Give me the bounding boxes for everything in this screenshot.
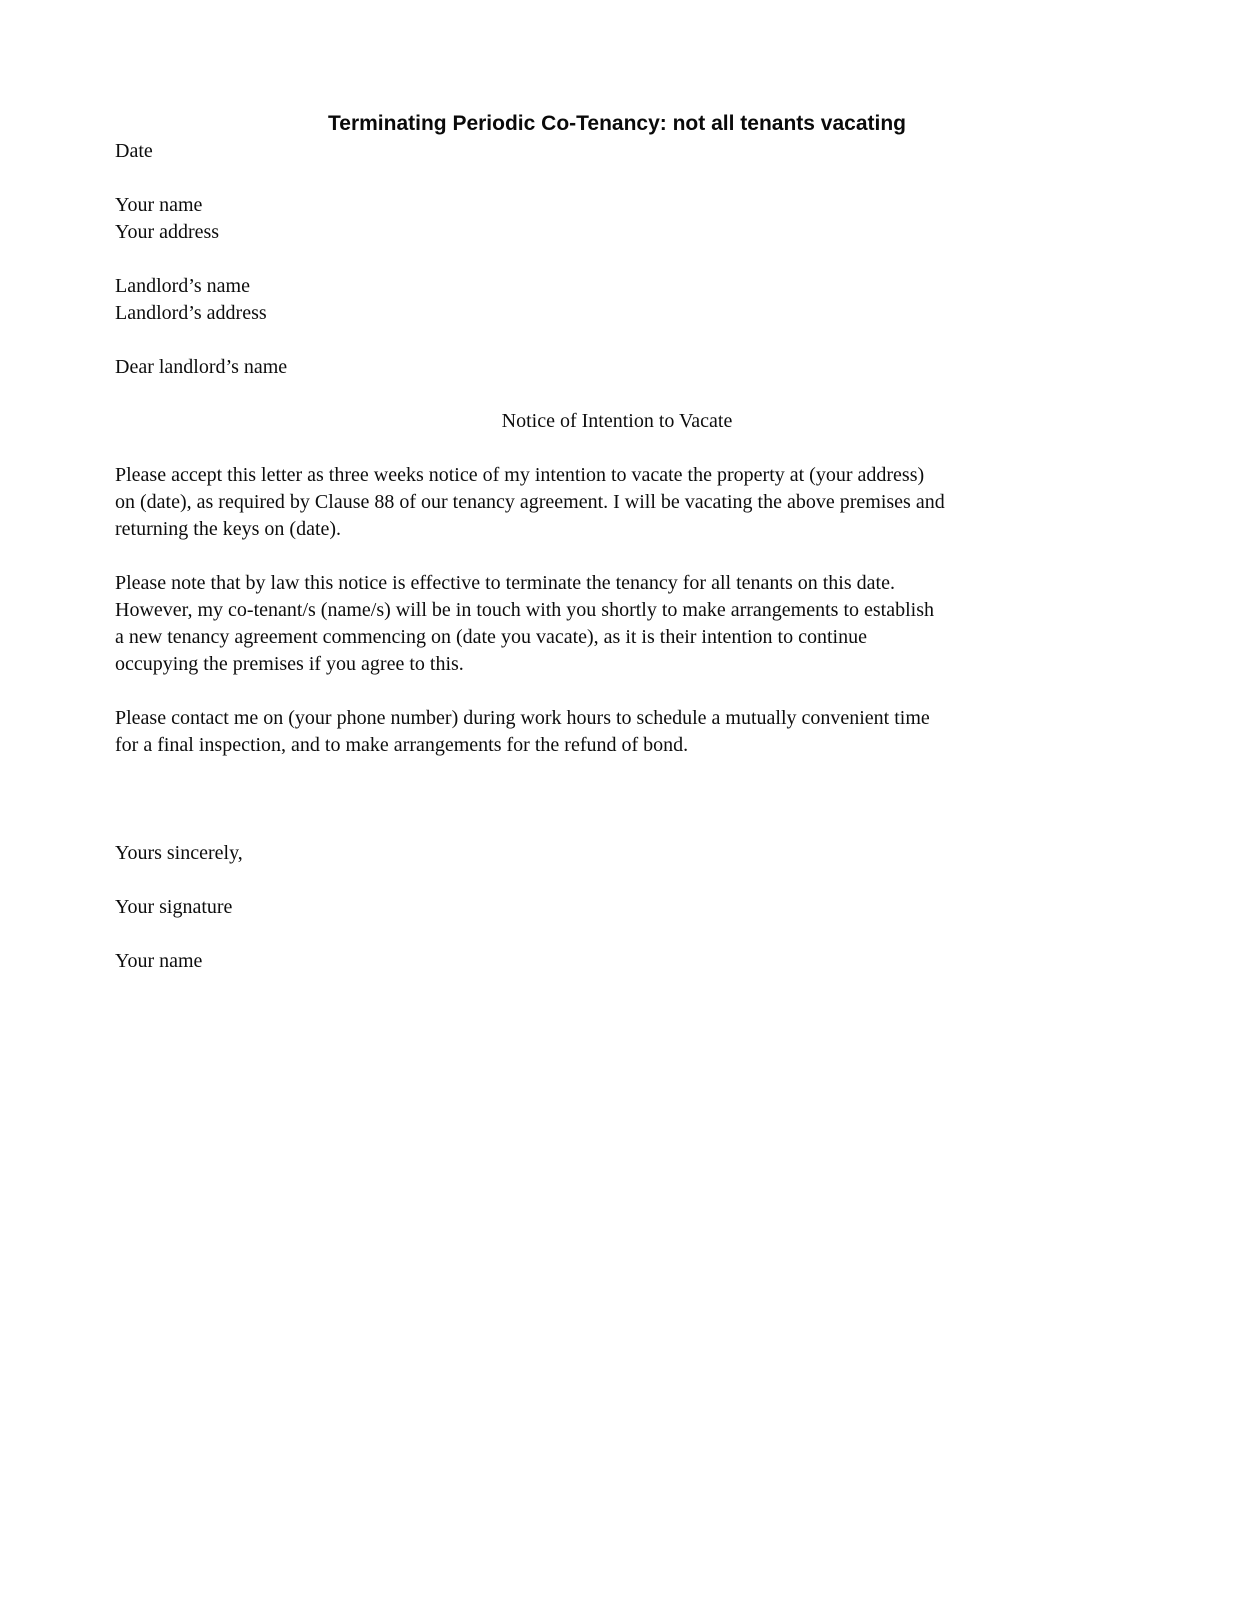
text-line: However, my co-tenant/s (name/s) will be in touch with you shortly to make arrangements to establish xyxy=(115,599,935,621)
closing: Yours sincerely, xyxy=(115,842,243,864)
date-line: Date xyxy=(115,140,153,162)
text-line: Please note that by law this notice is effective to terminate the tenancy for all tenants on this date. xyxy=(115,572,895,594)
document-title: Terminating Periodic Co-Tenancy: not all tenants vacating xyxy=(328,112,906,135)
paragraph-2 xyxy=(115,570,1119,678)
signoff-name: Your name xyxy=(115,950,203,972)
text-line: a new tenancy agreement commencing on (date you vacate), as it is their intention to continue xyxy=(115,626,867,648)
sender-address-block xyxy=(115,192,1119,246)
paragraph-3 xyxy=(115,705,1119,759)
text-line: on (date), as required by Clause 88 of our tenancy agreement. I will be vacating the above premises and xyxy=(115,491,945,513)
sender-address: Your address xyxy=(115,221,220,243)
text-line: for a final inspection, and to make arrangements for the refund of bond. xyxy=(115,734,689,756)
paragraph-1 xyxy=(115,462,1119,543)
recipient-name: Landlord’s name xyxy=(115,275,250,297)
signature-line: Your signature xyxy=(115,896,233,918)
text-line: occupying the premises if you agree to this. xyxy=(115,653,464,675)
salutation: Dear landlord’s name xyxy=(115,356,288,378)
text-line: returning the keys on (date). xyxy=(115,518,342,540)
text-line: Please accept this letter as three weeks notice of my intention to vacate the property at (your address) xyxy=(115,464,925,486)
sender-name: Your name xyxy=(115,194,203,216)
subject-heading: Notice of Intention to Vacate xyxy=(501,410,733,432)
text-line: Please contact me on (your phone number) during work hours to schedule a mutually convenient time xyxy=(115,707,930,729)
recipient-address-block xyxy=(115,273,1119,327)
recipient-address: Landlord’s address xyxy=(115,302,267,324)
